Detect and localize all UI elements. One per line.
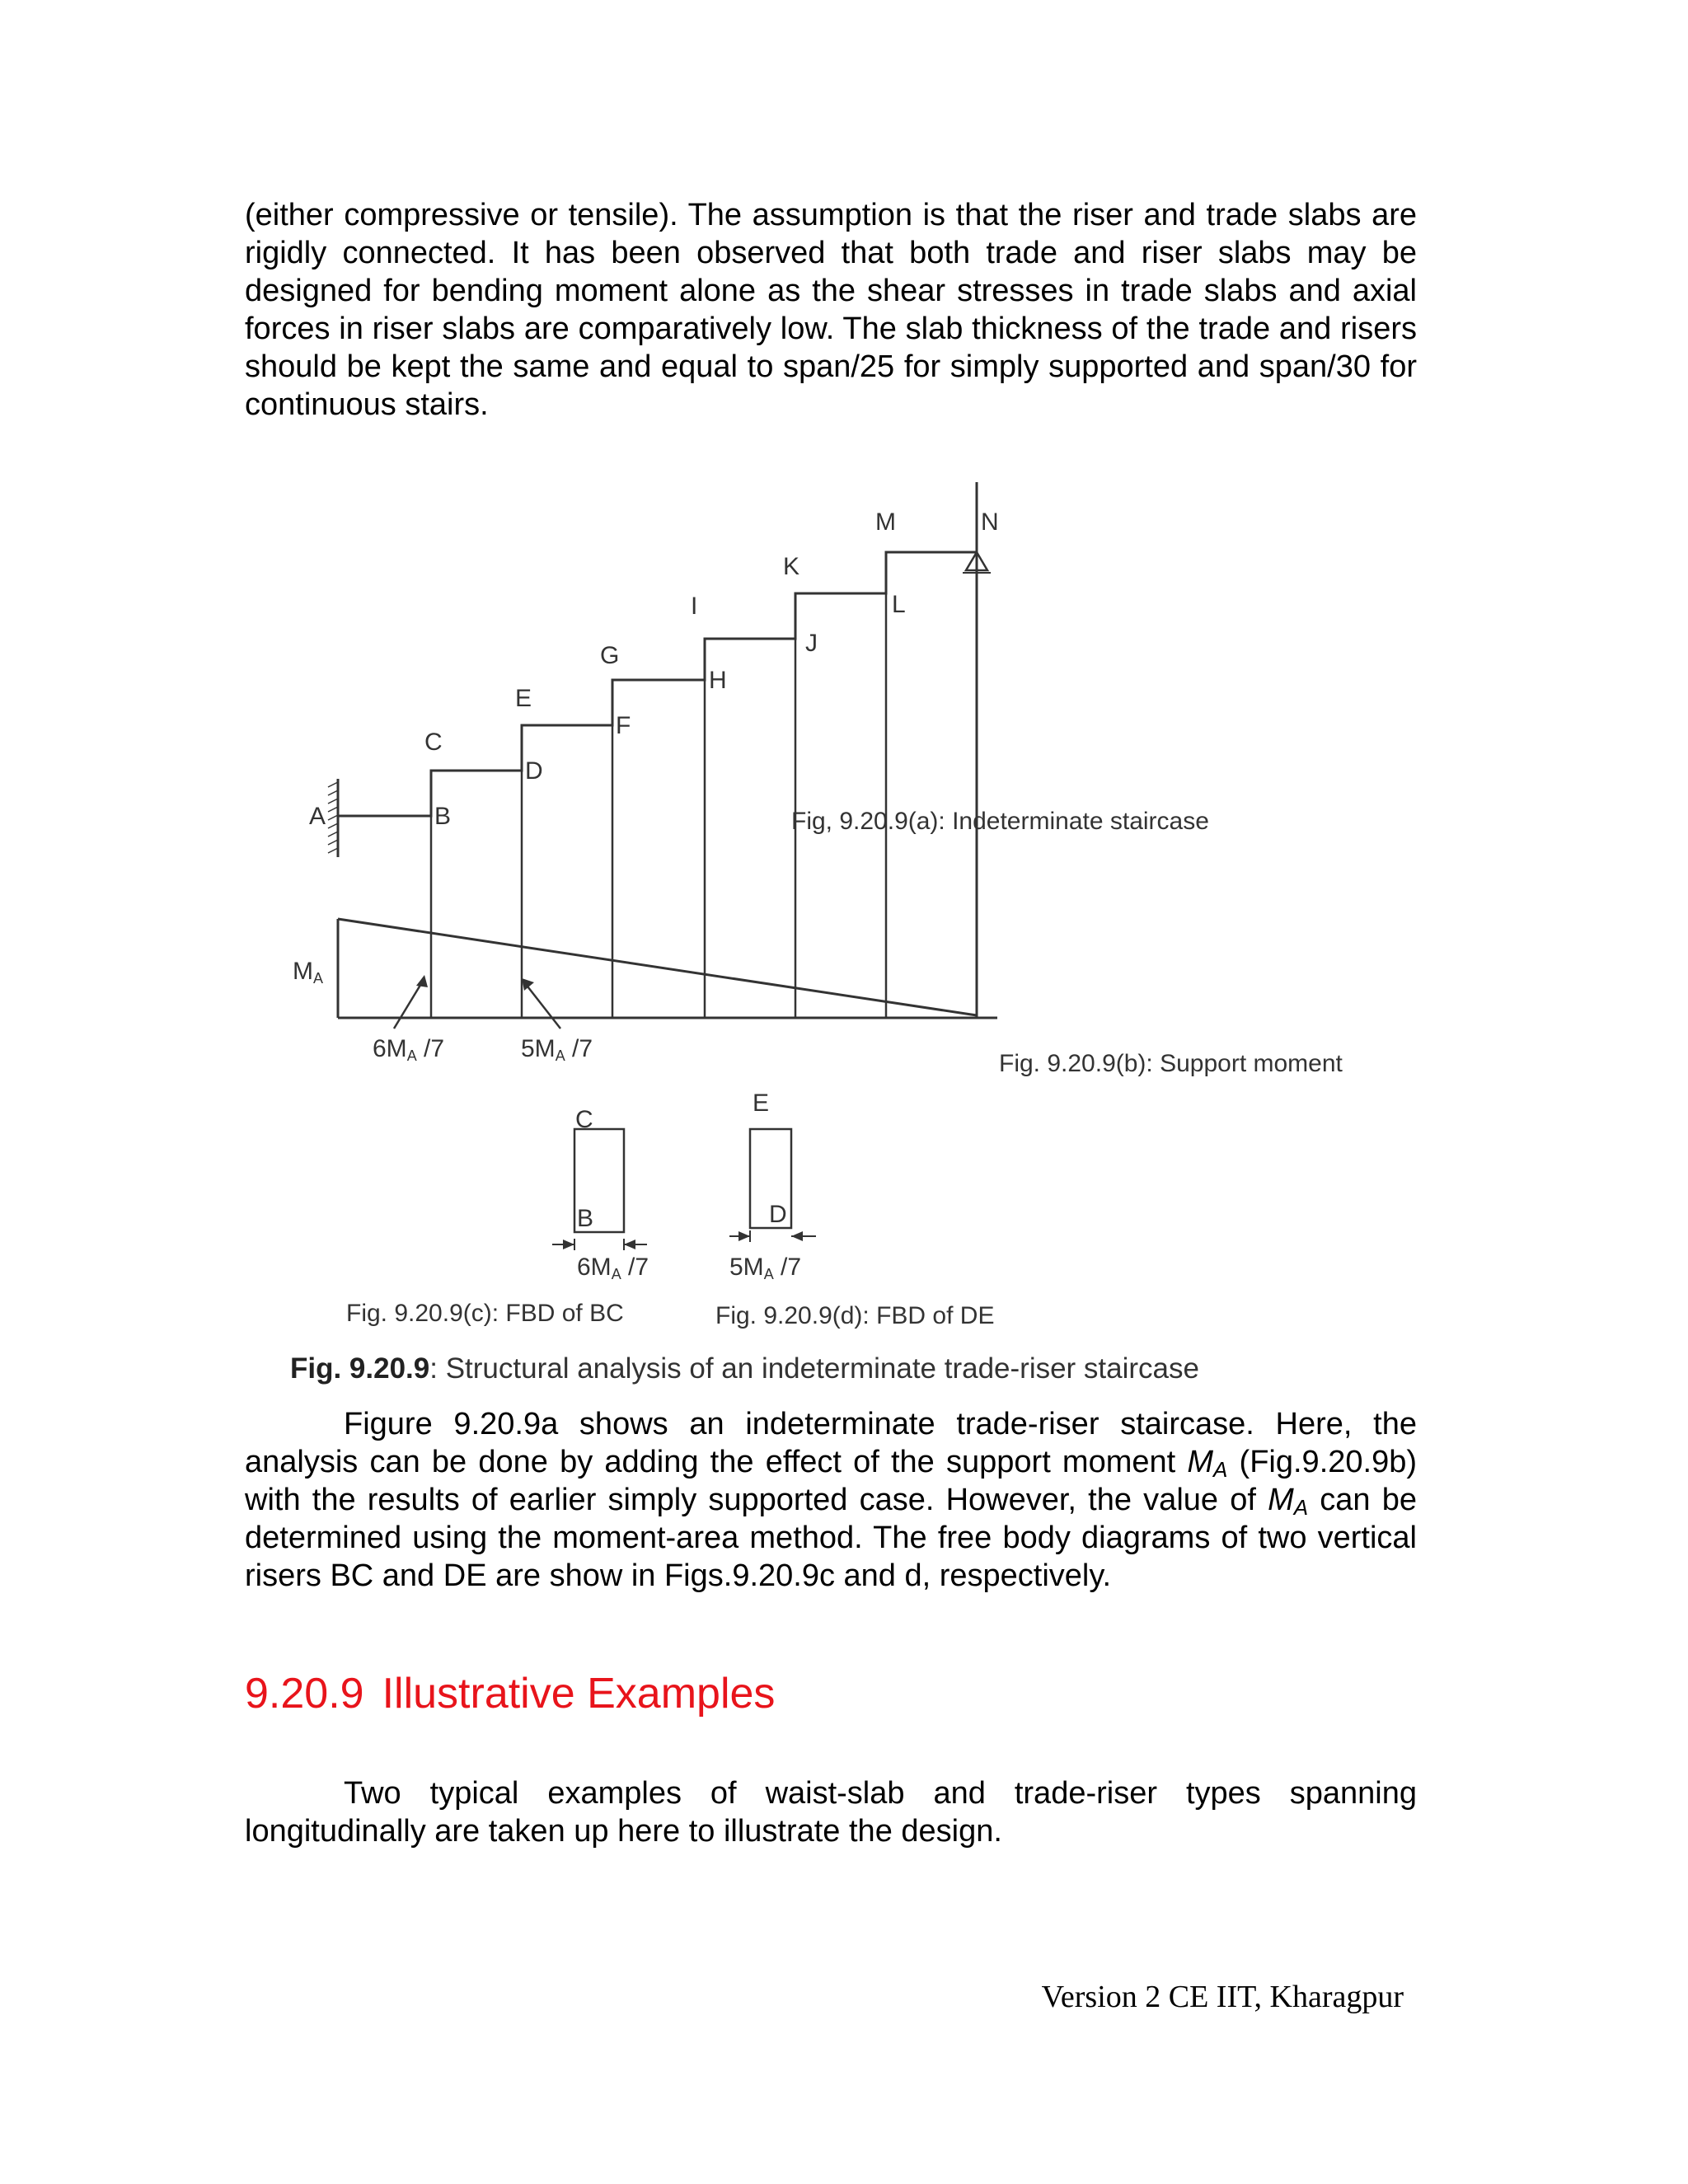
fbd-bc-force: 6MA /7 bbox=[577, 1254, 649, 1282]
caption-fig-d: Fig. 9.20.9(d): FBD of DE bbox=[715, 1302, 995, 1329]
figure-caption: Fig. 9.20.9: Structural analysis of an indeterminate trade-riser staircase bbox=[290, 1352, 1199, 1385]
fbd-bc-label-c: C bbox=[575, 1106, 593, 1133]
page-footer: Version 2 CE IIT, Kharagpur bbox=[1041, 1980, 1404, 2014]
label-j: J bbox=[805, 630, 818, 657]
staircase-profile bbox=[338, 552, 977, 816]
label-h: H bbox=[709, 667, 727, 694]
label-b: B bbox=[434, 803, 452, 830]
moment-diagram-line bbox=[338, 919, 977, 1015]
section-heading: 9.20.9 Illustrative Examples bbox=[245, 1670, 776, 1718]
arrowhead-6ma bbox=[416, 975, 428, 987]
label-k: K bbox=[783, 553, 800, 580]
caption-fig-b: Fig. 9.20.9(b): Support moment bbox=[999, 1050, 1343, 1077]
riser-extensions bbox=[431, 593, 886, 1018]
label-m: M bbox=[875, 509, 896, 536]
label-d: D bbox=[525, 757, 543, 785]
fixed-support-hatching bbox=[328, 782, 338, 853]
fbd-bc-label-b: B bbox=[577, 1205, 594, 1232]
paragraph-figure-description: Figure 9.20.9a shows an indeterminate trade-riser staircase. Here, the analysis can be done by adding the effect of the support moment $M_A$ (Fig.9.20.9b) with the results of earlier simply supported case. However, the value of $M_A$ can be determined using the moment-area method. The free body diagrams of two vertical risers BC and DE are show in Figs.9.20.9c and d, respectively. bbox=[245, 1407, 1417, 1593]
label-l: L bbox=[892, 591, 906, 618]
caption-fig-a: Fig, 9.20.9(a): Indeterminate staircase bbox=[791, 808, 1209, 835]
arrow-5ma bbox=[525, 983, 560, 1029]
paragraph-intro: (either compressive or tensile). The assumption is that the riser and trade slabs are rigidly connected. It has been observed that both trade and riser slabs may be designed for bending moment alone as the shear stresses in trade slabs and axial forces in riser slabs are comparatively low. The slab thickness of the trade and risers should be kept the same and equal to span/25 for simply supported and span/30 for continuous stairs. bbox=[245, 198, 1417, 422]
arrowhead-5ma bbox=[522, 978, 534, 991]
fbd-de-force: 5MA /7 bbox=[729, 1254, 802, 1282]
fbd-de-label-e: E bbox=[753, 1090, 770, 1117]
label-ma: MA bbox=[293, 958, 324, 987]
paragraph-examples: Two typical examples of waist-slab and trade-riser types spanning longitudinally are taken up here to illustrate the design. bbox=[245, 1776, 1417, 1849]
label-c: C bbox=[424, 729, 443, 756]
label-5ma-7: 5MA /7 bbox=[521, 1035, 593, 1064]
label-f: F bbox=[616, 712, 631, 739]
label-e: E bbox=[515, 685, 532, 712]
caption-fig-c: Fig. 9.20.9(c): FBD of BC bbox=[346, 1300, 624, 1327]
label-n: N bbox=[981, 509, 999, 536]
label-6ma-7: 6MA /7 bbox=[373, 1035, 445, 1064]
label-a: A bbox=[309, 803, 326, 830]
label-i: I bbox=[691, 593, 698, 620]
label-g: G bbox=[600, 642, 620, 669]
fbd-de-label-d: D bbox=[769, 1201, 787, 1228]
